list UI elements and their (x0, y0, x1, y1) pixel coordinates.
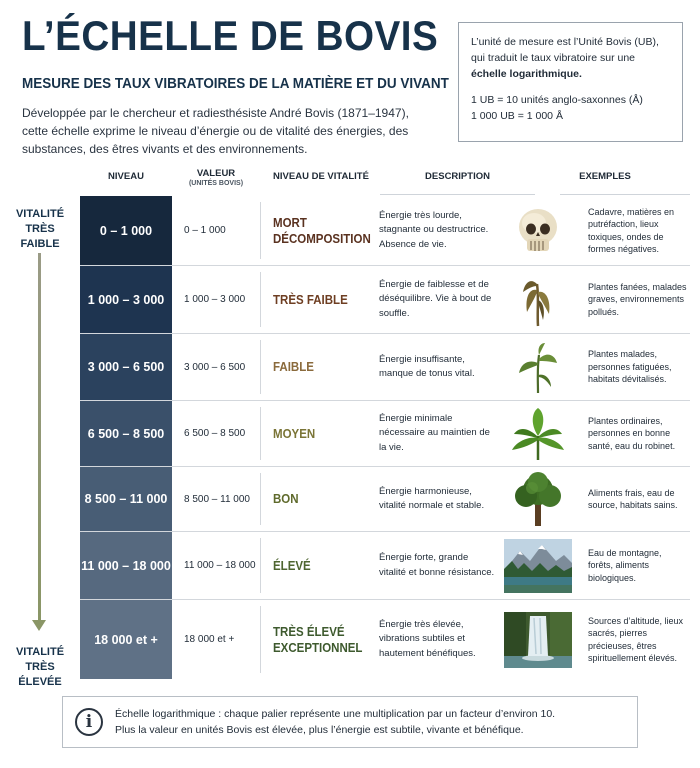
table-row (80, 401, 690, 467)
unit-definition-bold: échelle logarithmique. (471, 68, 582, 80)
footnote-text (115, 706, 555, 738)
description-text: Énergie très élevée, vibrations subtiles et hautement bénéfiques. (379, 618, 476, 659)
tree-icon (504, 471, 572, 527)
healthy-plant-icon (504, 406, 572, 462)
level-cell (80, 401, 172, 466)
vitality-level: FAIBLE (273, 360, 314, 374)
level-cell (80, 196, 172, 265)
header-exemples: EXEMPLES (579, 171, 631, 182)
footnote-box (62, 696, 638, 748)
side-label-low-text: VITALITÉ TRÈS FAIBLE (15, 208, 65, 250)
level-range: 8 500 – 11 000 (84, 492, 168, 506)
description-text: Énergie de faiblesse et de déséquilibre. Vie à bout de souffle. (379, 278, 492, 319)
level-range: 18 000 et + (94, 632, 158, 647)
side-label-low (8, 207, 72, 252)
description-cell (379, 401, 497, 466)
weak-plant-icon (504, 339, 572, 395)
footnote-line-1: Échelle logarithmique : chaque palier représente une multiplication par un facteur d’environ 10. (115, 708, 556, 720)
unit-info-box (458, 22, 683, 142)
description-text: Énergie insuffisante, manque de tonus vital. (379, 353, 475, 379)
examples-text: Aliments frais, eau de source, habitats sains. (588, 487, 678, 510)
column-divider (260, 407, 261, 460)
vitality-arrow (38, 253, 41, 623)
unit-definition-text: L’unité de mesure est l’Unité Bovis (UB), qui traduit le taux vibratoire sur une (471, 36, 659, 64)
description-cell (379, 266, 497, 333)
side-label-high (8, 645, 72, 690)
page-subtitle: MESURE DES TAUX VIBRATOIRES DE LA MATIÈRE ET DU VIVANT (22, 76, 449, 92)
withered-plant-icon (504, 272, 572, 328)
value-cell: 6 500 – 8 500 (184, 428, 246, 439)
header-vitalite: NIVEAU DE VITALITÉ (273, 171, 369, 182)
level-range: 11 000 – 18 000 (81, 558, 171, 573)
value-cell: 0 – 1 000 (184, 225, 226, 236)
header-niveau: NIVEAU (108, 171, 144, 182)
examples-cell (588, 334, 688, 400)
level-range: 1 000 – 3 000 (87, 292, 165, 307)
unit-equation-1: 1 UB = 10 unités anglo-saxonnes (Å) (471, 94, 643, 106)
description-text: Énergie forte, grande vitalité et bonne résistance. (379, 552, 495, 578)
level-range: 0 – 1 000 (99, 223, 153, 238)
value-cell: 3 000 – 6 500 (184, 361, 246, 373)
header-underline-exemples (560, 194, 690, 195)
value-cell: 1 000 – 3 000 (184, 294, 246, 305)
examples-cell (588, 401, 688, 466)
column-divider (260, 538, 261, 593)
level-cell (80, 467, 172, 531)
level-cell (80, 532, 172, 599)
examples-text: Eau de montagne, forêts, aliments biologiques. (588, 547, 662, 583)
page-title: L’ÉCHELLE DE BOVIS (22, 12, 439, 59)
examples-cell (588, 266, 688, 333)
side-label-high-text: VITALITÉ TRÈS ÉLEVÉE (15, 646, 65, 688)
description-text: Énergie harmonieuse, vitalité normale et stable. (379, 485, 485, 511)
examples-text: Cadavre, matières en putréfaction, lieux toxiques, ondes de formes négatives. (588, 206, 675, 254)
level-cell (80, 266, 172, 333)
waterfall-icon (504, 612, 572, 668)
description-cell (379, 532, 497, 599)
level-cell (80, 600, 172, 679)
value-cell: 18 000 et + (184, 634, 235, 645)
examples-cell (588, 532, 688, 599)
examples-cell (588, 600, 688, 679)
vitality-level: ÉLEVÉ (273, 558, 311, 573)
column-divider (260, 473, 261, 525)
vitality-level: TRÈS FAIBLE (273, 292, 348, 307)
table-row (80, 334, 690, 401)
unit-definition (471, 34, 670, 82)
header-valeur-label: VALEUR (196, 168, 236, 179)
column-divider (260, 202, 261, 259)
column-divider (260, 272, 261, 327)
header-valeur (172, 168, 260, 187)
description-text: Énergie très lourde, stagnante ou destructrice. Absence de vie. (379, 209, 489, 250)
description-text: Énergie minimale nécessaire au maintien de la vie. (379, 412, 490, 453)
footnote-line-2: Plus la valeur en unités Bovis est élevée, plus l’énergie est subtile, vivante et bénéfique. (115, 724, 524, 736)
level-range: 6 500 – 8 500 (87, 426, 165, 441)
table-header (0, 164, 700, 194)
examples-text: Plantes ordinaires, personnes en bonne santé, eau du robinet. (588, 415, 676, 451)
header-underline-description (380, 194, 535, 195)
column-divider (260, 606, 261, 673)
mountain-lake-icon (504, 538, 572, 594)
level-range: 3 000 – 6 500 (87, 360, 165, 374)
examples-cell (588, 467, 688, 531)
vitality-level: MORT DÉCOMPOSITION (273, 215, 371, 246)
table-row (80, 532, 690, 600)
vitality-level: BON (273, 492, 299, 506)
description-cell (379, 334, 497, 400)
examples-text: Plantes fanées, malades graves, environnements pollués. (588, 281, 687, 317)
skull-icon (504, 203, 572, 259)
table-row (80, 467, 690, 532)
examples-text: Sources d’altitude, lieux sacrés, pierres précieuses, êtres spirituellement élevés. (588, 615, 684, 663)
description-cell (379, 600, 497, 679)
examples-text: Plantes malades, personnes fatiguées, habitats dévitalisés. (588, 349, 672, 385)
examples-cell (588, 196, 688, 265)
table-row (80, 600, 690, 679)
value-cell: 11 000 – 18 000 (184, 560, 256, 571)
info-icon: i (75, 708, 103, 736)
column-divider (260, 340, 261, 394)
vitality-level: TRÈS ÉLEVÉ EXCEPTIONNEL (273, 624, 363, 655)
vitality-level: MOYEN (273, 426, 316, 441)
header-description: DESCRIPTION (425, 171, 490, 182)
description-cell (379, 196, 497, 265)
arrow-down-icon (32, 620, 46, 631)
level-cell (80, 334, 172, 400)
description-cell (379, 467, 497, 531)
table-row (80, 266, 690, 334)
header-valeur-unit: (UNITÉS BOVIS) (188, 180, 244, 187)
intro-text: Développée par le chercheur et radiesthésiste André Bovis (1871–1947), cette échelle exprime le niveau d’énergie ou de vitalité des énergies, des substances, des êtres vivants et des environnements. (22, 106, 409, 156)
table-row (80, 196, 690, 266)
unit-equation-2: 1 000 UB = 1 000 Å (471, 110, 563, 122)
value-cell: 8 500 – 11 000 (184, 493, 250, 505)
